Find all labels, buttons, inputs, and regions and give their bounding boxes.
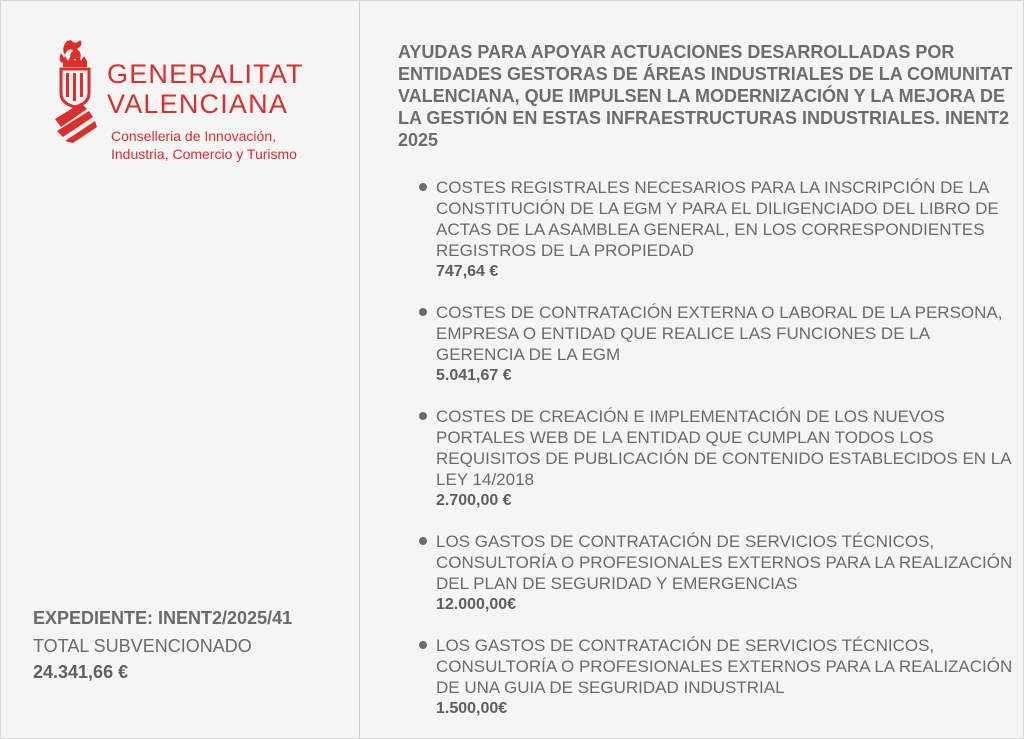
item-description: LOS GASTOS DE CONTRATACIÓN DE SERVICIOS TÉCNICOS, CONSULTORÍA O PROFESIONALES EXTERNOS PARA LA REALIZACIÓN DEL PLAN DE SEGURIDAD Y EMERGENCIAS: [436, 532, 1013, 593]
right-panel: [398, 41, 1018, 739]
item-amount: 747,64 €: [436, 263, 499, 280]
expediente-code: EXPEDIENTE: INENT2/2025/41: [33, 608, 293, 628]
item-description: COSTES DE CREACIÓN E IMPLEMENTACIÓN DE LOS NUEVOS PORTALES WEB DE LA ENTIDAD QUE CUMPLAN TODOS LOS REQUISITOS DE PUBLICACIÓN DE CONTENIDO ESTABLECIDOS EN LA LEY 14/2018: [436, 407, 1011, 489]
bullet-icon: [419, 308, 427, 316]
item-amount: 2.700,00 €: [436, 492, 512, 509]
valencian-coat-of-arms-icon: [53, 39, 99, 143]
list-item: [398, 531, 1016, 615]
total-label: TOTAL SUBVENCIONADO: [33, 636, 252, 656]
bullet-icon: [419, 641, 427, 649]
item-description: COSTES DE CONTRATACIÓN EXTERNA O LABORAL DE LA PERSONA, EMPRESA O ENTIDAD QUE REALICE LAS FUNCIONES DE LA GERENCIA DE LA EGM: [436, 303, 1003, 364]
left-panel: [1, 1, 360, 738]
item-amount: 1.500,00€: [436, 700, 508, 717]
list-item: [398, 406, 1016, 511]
cost-list: [398, 177, 1018, 719]
bullet-icon: [419, 183, 427, 191]
item-description: LOS GASTOS DE CONTRATACIÓN DE SERVICIOS TÉCNICOS, CONSULTORÍA O PROFESIONALES EXTERNOS PARA LA REALIZACIÓN DE UNA GUIA DE SEGURIDAD INDUSTRIAL: [436, 636, 1013, 697]
generalitat-logo: [53, 37, 343, 167]
logo-line-valenciana: VALENCIANA: [107, 89, 289, 119]
list-item: [398, 302, 1016, 386]
bullet-icon: [419, 412, 427, 420]
page-title: AYUDAS PARA APOYAR ACTUACIONES DESARROLLADAS POR ENTIDADES GESTORAS DE ÁREAS INDUSTRIALES DE LA COMUNITAT VALENCIANA, QUE IMPULSEN LA MODERNIZACIÓN Y LA MEJORA DE LA GESTIÓN EN ESTAS INFRAESTRUCTURAS INDUSTRIALES. INENT2 2025: [398, 42, 1013, 150]
logo-line-generalitat: GENERALITAT: [107, 59, 304, 89]
list-item: [398, 177, 1016, 282]
total-value: 24.341,66 €: [33, 662, 129, 682]
list-item: [398, 635, 1016, 719]
item-amount: 12.000,00€: [436, 596, 517, 613]
logo-subtitle-line2: Industria, Comercio y Turismo: [111, 146, 297, 162]
item-description: COSTES REGISTRALES NECESARIOS PARA LA INSCRIPCIÓN DE LA CONSTITUCIÓN DE LA EGM Y PARA EL DILIGENCIADO DEL LIBRO DE ACTAS DE LA ASAMBLEA GENERAL, EN LOS CORRESPONDIENTES REGISTROS DE LA PROPIEDAD: [436, 178, 999, 260]
expediente-block: [33, 607, 353, 683]
logo-subtitle-line1: Conselleria de Innovación,: [111, 128, 276, 144]
bullet-icon: [419, 537, 427, 545]
item-amount: 5.041,67 €: [436, 367, 512, 384]
